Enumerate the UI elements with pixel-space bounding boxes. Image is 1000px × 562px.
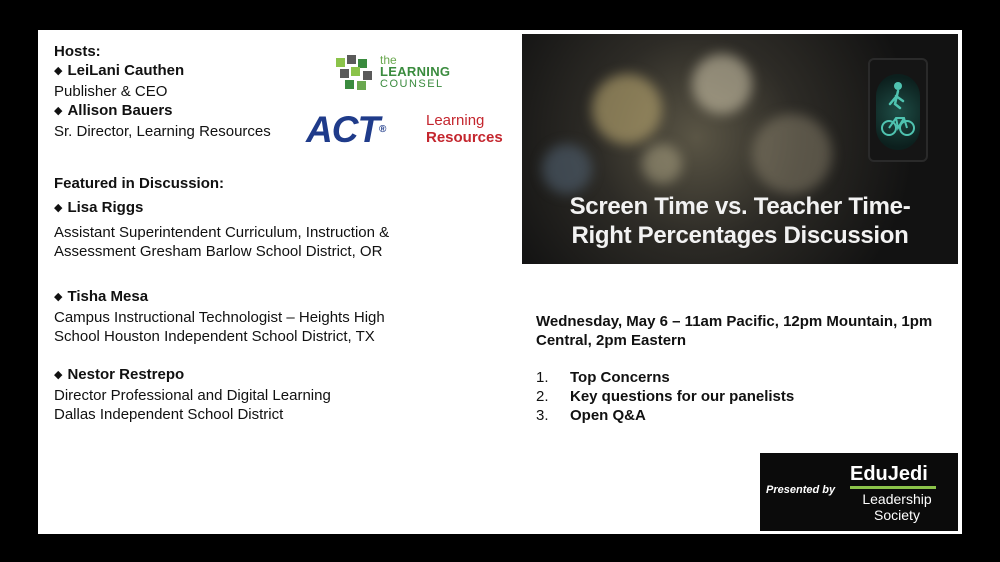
panelist-role: Director Professional and Digital Learning (54, 387, 331, 404)
diamond-bullet-icon: ◆ (54, 291, 63, 303)
learning-counsel-the: the (380, 53, 397, 67)
featured-heading: Featured in Discussion: (54, 175, 225, 192)
panelist-name: ◆ Tisha Mesa (54, 288, 149, 305)
traffic-signal (868, 58, 928, 162)
agenda-list (536, 368, 794, 425)
hero-title: Screen Time vs. Teacher Time- Right Percentages Discussion (569, 193, 911, 249)
edujedi-accent-bar (850, 486, 936, 489)
act-logo (306, 110, 516, 150)
event-schedule: Wednesday, May 6 – 11am Pacific, 12pm Mountain, 1pm Central, 2pm Eastern (536, 313, 933, 349)
act-resources: Resources (426, 129, 503, 146)
act-learning: Learning (426, 112, 485, 129)
host-title: Publisher & CEO (54, 83, 168, 100)
diamond-bullet-icon: ◆ (54, 369, 63, 381)
panelist-name: ◆ Lisa Riggs (54, 199, 144, 216)
act-wordmark: ACT (306, 109, 380, 150)
hosts-heading: Hosts: (54, 43, 101, 60)
presented-by-label: Presented by (766, 484, 836, 496)
host-name: ◆ LeiLani Cauthen (54, 62, 185, 79)
learning-counsel-mark-icon (334, 54, 378, 94)
hero-image (522, 34, 958, 264)
bokeh-light (752, 114, 832, 194)
bokeh-light (592, 74, 662, 144)
host-title: Sr. Director, Learning Resources (54, 123, 271, 140)
panelist-role: Assistant Superintendent Curriculum, Instruction & (54, 224, 390, 241)
bicycle-pedestrian-icon (876, 74, 920, 150)
panelist-role: Assessment Gresham Barlow School District, OR (54, 243, 383, 260)
host-name: ◆ Allison Bauers (54, 102, 173, 119)
slide (38, 30, 962, 534)
edujedi-logo-text: EduJedi (850, 463, 928, 485)
panelist-riggs (54, 198, 389, 261)
bokeh-light (542, 144, 592, 194)
diamond-bullet-icon: ◆ (54, 65, 63, 77)
panelist-mesa (54, 287, 385, 346)
hosts-section (54, 42, 271, 141)
registered-mark: ® (379, 124, 386, 135)
bokeh-light (642, 144, 682, 184)
learning-counsel-counsel: COUNSEL (380, 78, 444, 90)
diamond-bullet-icon: ◆ (54, 105, 63, 117)
list-item: 2. Key questions for our panelists (536, 388, 795, 405)
list-item: 1. Top Concerns (536, 369, 670, 386)
panelist-role: Dallas Independent School District (54, 406, 284, 423)
panelist-role: Campus Instructional Technologist – Heights High (54, 309, 385, 326)
presented-by-badge (760, 453, 958, 531)
learning-counsel-learning: LEARNING (380, 64, 451, 79)
panelist-role: School Houston Independent School District, TX (54, 328, 375, 345)
panelist-name: ◆ Nestor Restrepo (54, 366, 185, 383)
bokeh-light (692, 54, 752, 114)
panelist-restrepo (54, 365, 331, 424)
learning-counsel-logo (334, 50, 464, 98)
edujedi-subtitle: Leadership Society (862, 491, 932, 523)
list-item: 3. Open Q&A (536, 407, 646, 424)
diamond-bullet-icon: ◆ (54, 202, 63, 214)
